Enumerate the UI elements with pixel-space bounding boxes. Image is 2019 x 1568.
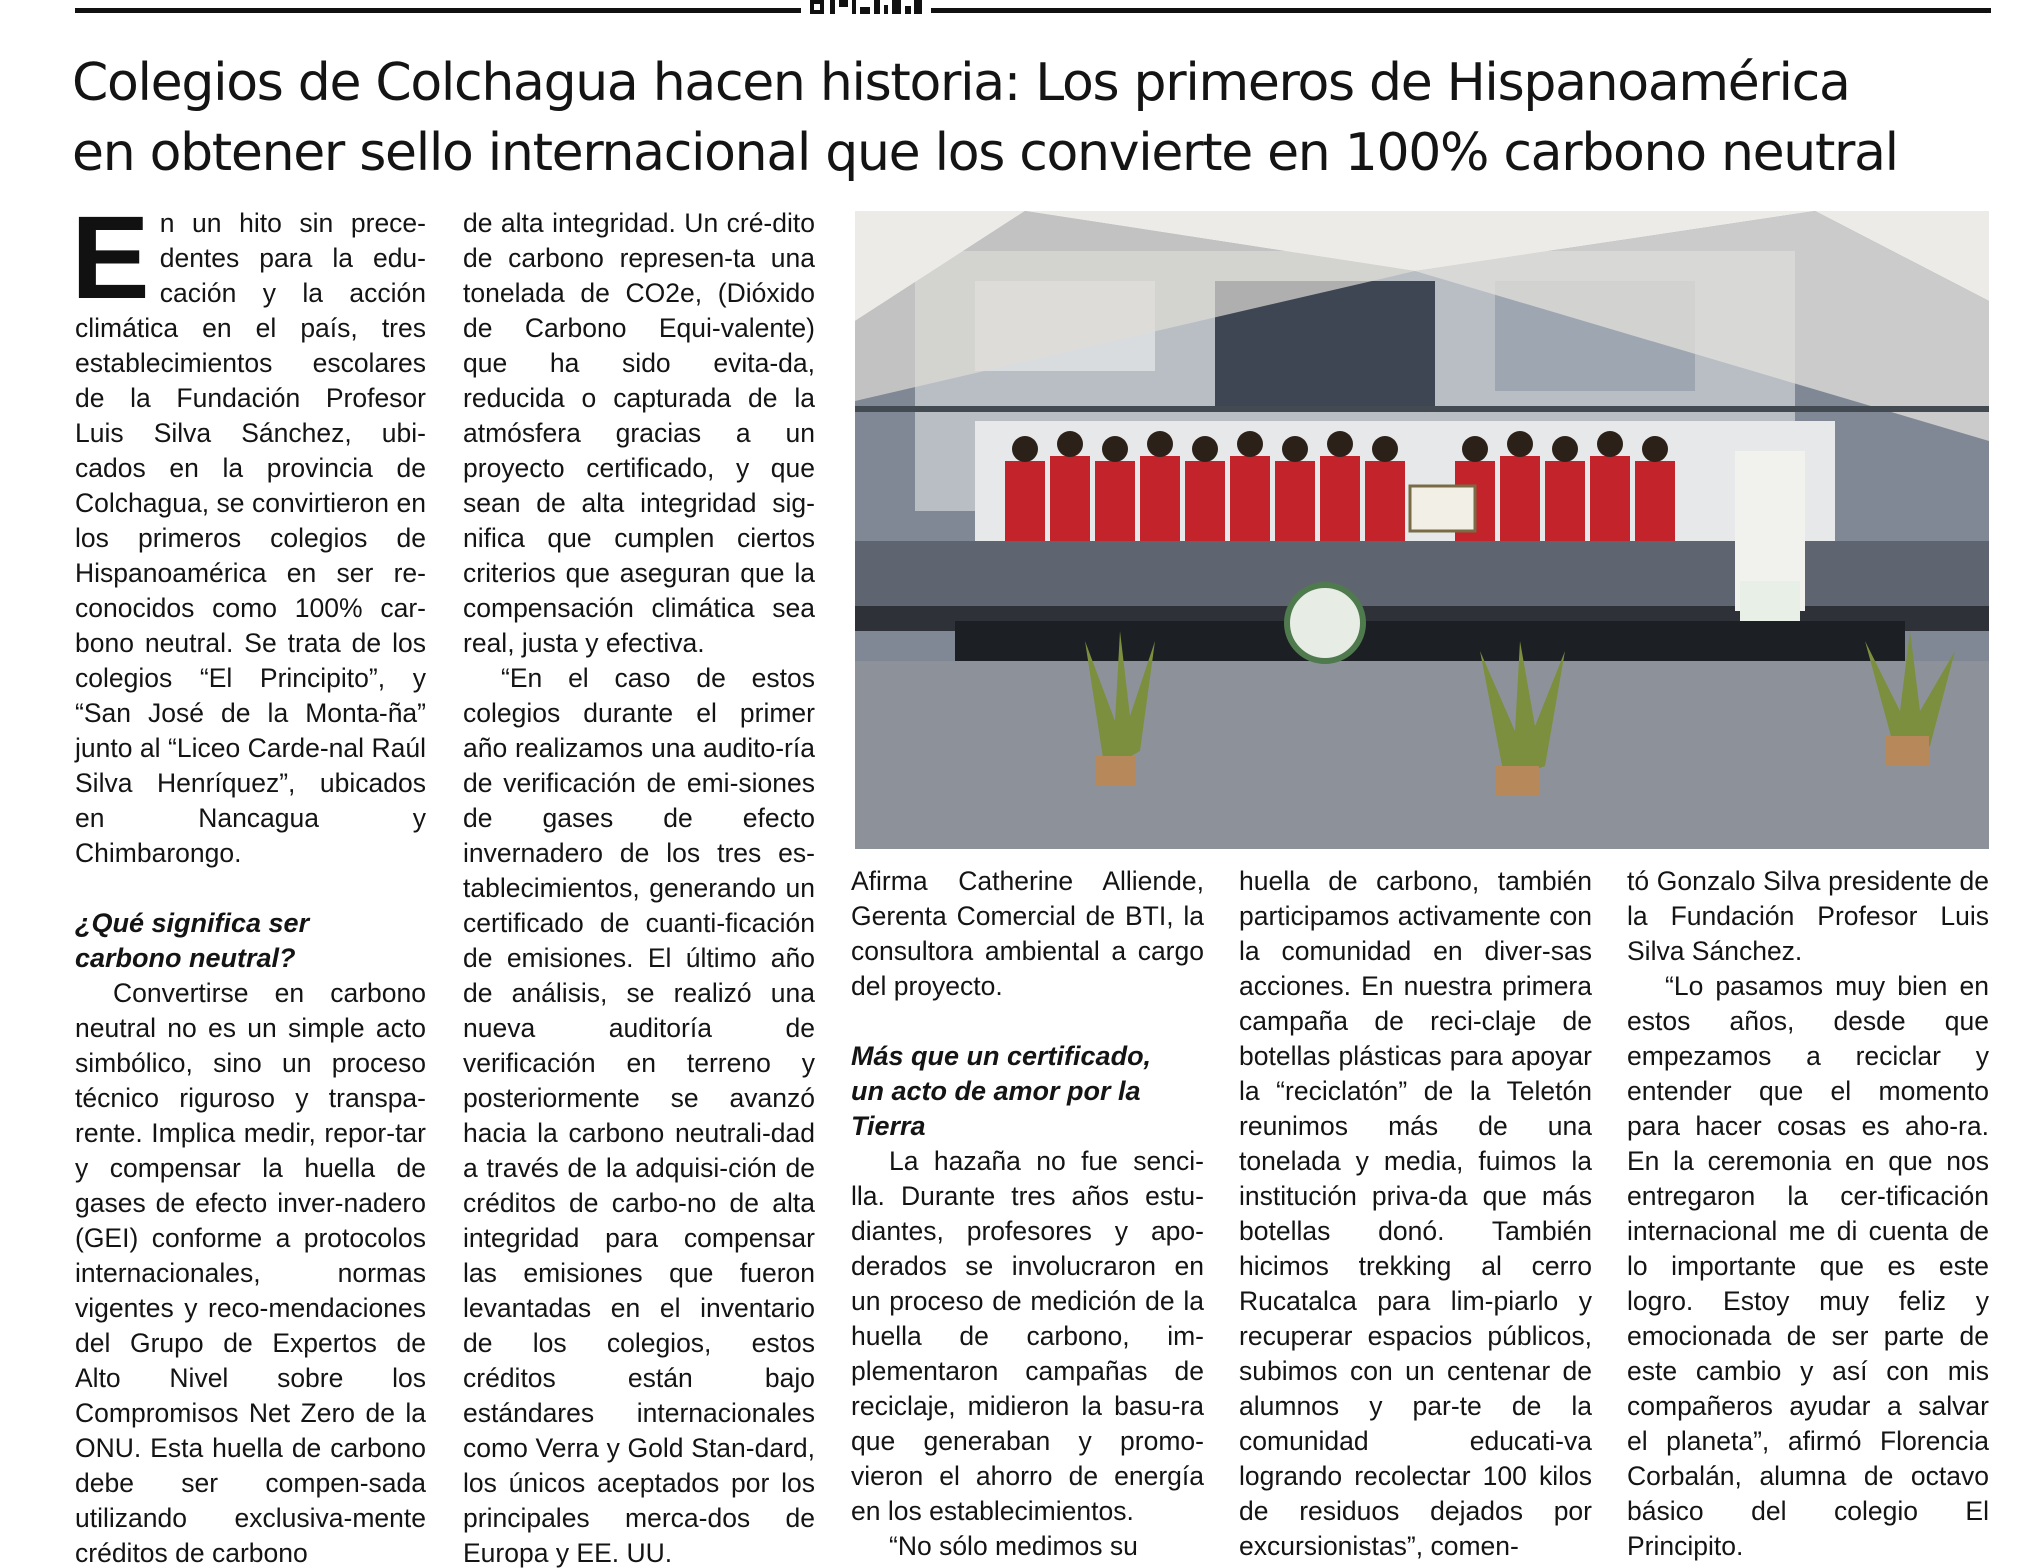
paragraph: “No sólo medimos su: [889, 1531, 1138, 1561]
headline: [72, 48, 1992, 188]
subhead-line: Tierra: [851, 1111, 926, 1141]
paragraph: Convertirse en carbono neutral no es un simple acto simbólico, sino un proceso técnico riguroso y transpa-rente. Implica medir, repor-tar y compensar la huella de gases de efecto inver-nadero (GEI) conforme a protocolos internacionales, normas vigentes y reco-mendaciones del Grupo de Expertos de Alto Nivel sobre los Compromisos Net Zero de la ONU. Esta huella de carbono debe ser compen-sada utilizando exclusiva-mente créditos de carbono: [75, 978, 426, 1568]
article-column-4: [1239, 864, 1592, 1564]
paragraph: “En el caso de estos colegios durante el primer año realizamos una audito-ría de verificación de emi-siones de gases de efecto invernadero de los tres es-tablecimientos, generando un certificado de cuanti-ficación de emisiones. El último año de análisis, se realizó una nueva auditoría de verificación en terreno y posteriormente se avanzó hacia la carbono neutrali-dad a través de la adquisi-ción de créditos de carbo-no de alta integridad para compensar las emisiones que fueron levantadas en el inventario de los colegios, estos créditos están bajo estándares internacionales como Verra y Gold Stan-dard, los únicos aceptados por los principales merca-dos de Europa y EE. UU.: [463, 663, 815, 1568]
lead-paragraph: n un hito sin prece-dentes para la edu-cación y la acción climática en el país, tres establecimientos escolares de la Fundación Profesor Luis Silva Sánchez, ubi-cados en la provincia de Colchagua, se convirtieron en los primeros colegios de Hispanoamérica en ser re-conocidos como 100% car-bono neutral. Se trata de los colegios “El Principito”, y “San José de la Monta-ña” junto al “Liceo Carde-nal Raúl Silva Henríquez”, ubicados en Nancagua y Chimbarongo.: [75, 208, 426, 868]
qr-code-icon: [810, 0, 922, 14]
headline-line-1: Colegios de Colchagua hacen historia: Los primeros de Hispanoamérica: [72, 53, 1850, 113]
drop-cap: E: [71, 192, 150, 324]
subhead-line: Más que un certificado,: [851, 1041, 1152, 1071]
subhead-line: ¿Qué significa ser: [75, 908, 310, 938]
article-column-2: [463, 206, 815, 1568]
paragraph: de alta integridad. Un cré-dito de carbono represen-ta una tonelada de CO2e, (Dióxido de Carbono Equi-valente) que ha sido evita-da, reducida o capturada de la atmósfera gracias a un proyecto certificado, y que sean de alta integridad sig-nifica que cumplen ciertos criterios que aseguran que la compensación climática sea real, justa y efectiva.: [463, 208, 815, 658]
headline-line-2: en obtener sello internacional que los convierte en 100% carbono neutral: [72, 123, 1898, 183]
article-column-3: [851, 864, 1204, 1564]
subhead-line: un acto de amor por la: [851, 1076, 1141, 1106]
paragraph: Afirma Catherine Alliende, Gerenta Comercial de BTI, la consultora ambiental a cargo del proyecto.: [851, 866, 1204, 1001]
ceremony-photo: [855, 211, 1989, 849]
subhead-carbono-neutral: [75, 906, 426, 976]
paragraph: tó Gonzalo Silva presidente de la Fundación Profesor Luis Silva Sánchez.: [1627, 866, 1989, 966]
paragraph: huella de carbono, también participamos activamente con la comunidad en diver-sas acciones. En nuestra primera campaña de reci-claje de botellas plásticas para apoyar la “reciclatón” de la Teletón reunimos más de una tonelada y media, fuimos la institución priva-da que más botellas donó. También hicimos trekking al cerro Rucatalca para lim-piarlo y recuperar espacios públicos, subimos con un centenar de alumnos y par-te de la comunidad educati-va logrando recolectar 100 kilos de residuos dejados por excursionistas”, comen-: [1239, 866, 1592, 1561]
paragraph: “Lo pasamos muy bien en estos años, desde que empezamos a reciclar y entender que el momento para hacer cosas es aho-ra. En la ceremonia en que nos entregaron la cer-tificación internacional me di cuenta de lo importante que es este logro. Estoy muy feliz y emocionada de ser parte de este cambio y así con mis compañeros ayudar a salvar el planeta”, afirmó Florencia Corbalán, alumna de octavo básico del colegio El Principito.: [1627, 971, 1989, 1561]
top-rule-left: [75, 8, 801, 13]
subhead-mas-que-un-certificado: [851, 1039, 1204, 1144]
ceremony-photo-illustration: [855, 211, 1989, 849]
top-rule-right: [931, 8, 1991, 13]
paragraph: La hazaña no fue senci-lla. Durante tres años estu-diantes, profesores y apo-derados se involucraron en un proceso de medición de la huella de carbono, im-plementaron campañas de reciclaje, midieron la basu-ra que generaban y promo-vieron el ahorro de energía en los establecimientos.: [851, 1146, 1204, 1526]
article-column-1: [71, 192, 426, 1568]
students-group: [1005, 456, 1675, 541]
subhead-line: carbono neutral?: [75, 943, 296, 973]
article-column-5: [1627, 864, 1989, 1564]
